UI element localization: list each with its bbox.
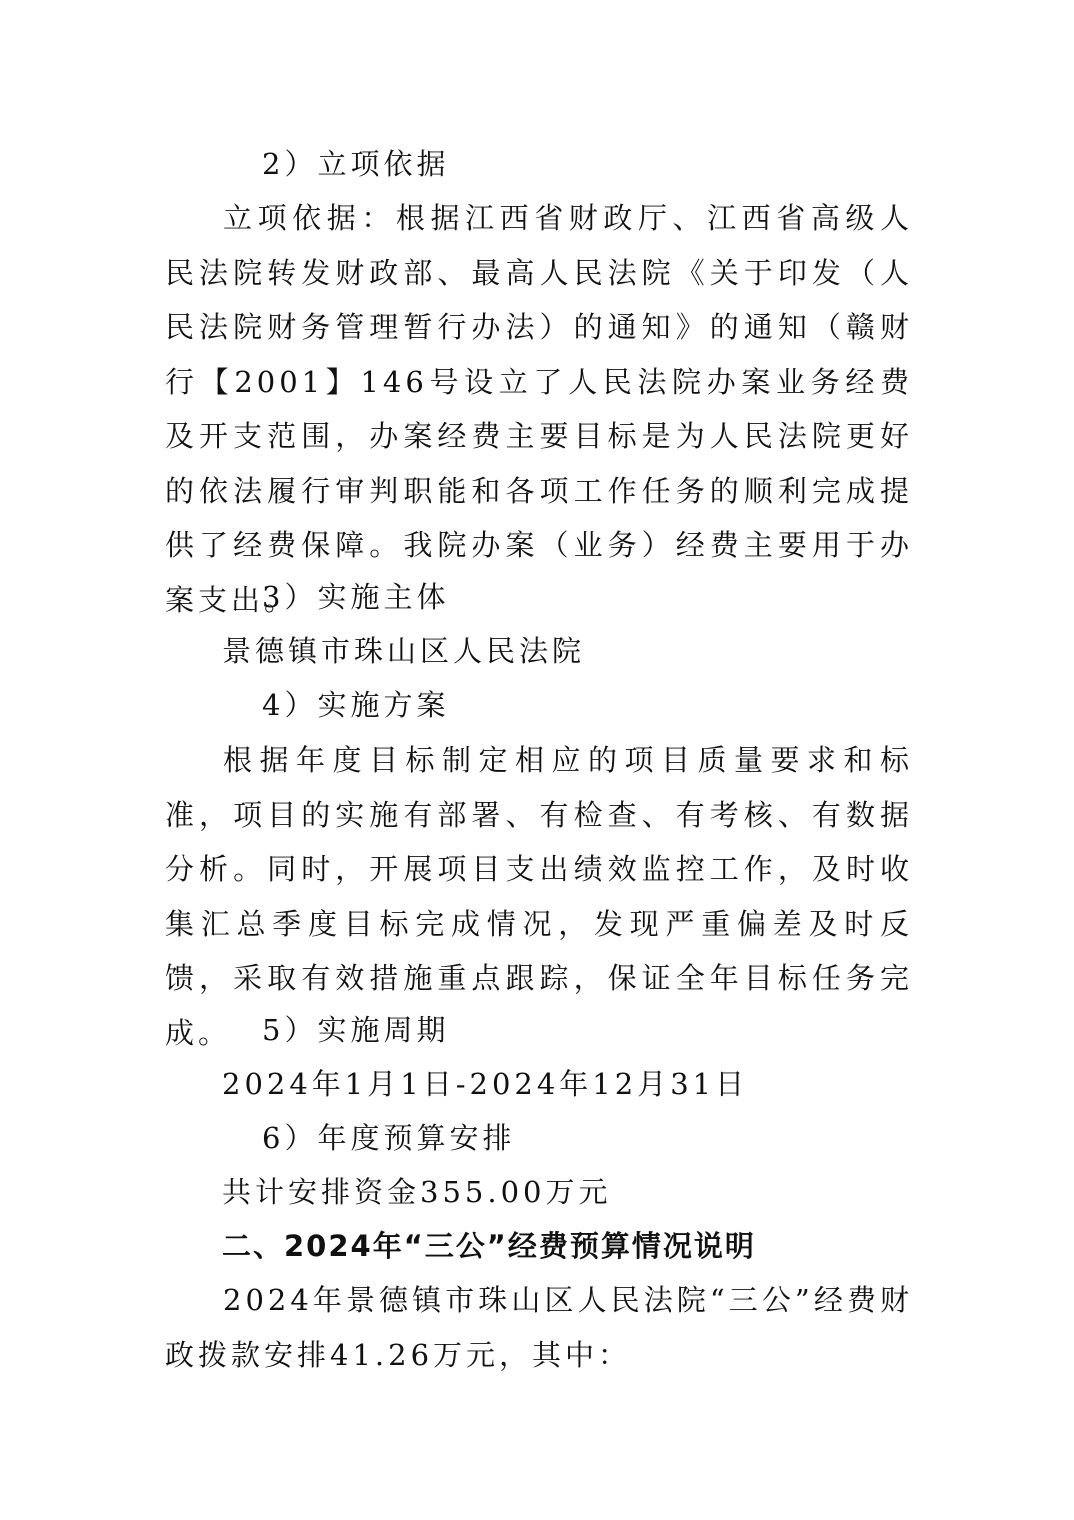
subheading-project-basis: 2）立项依据 (262, 147, 450, 181)
subheading-implementing-body: 3）实施主体 (262, 580, 450, 614)
paragraph-project-basis: 立项依据：根据江西省财政厅、江西省高级人民法院转发财政部、最高人民法院《关于印发（人民法院财务管理暂行办法）的通知》的通知（赣财行【2001】146号设立了人民法院办案业务经费及开支范围，办案经费主要目标是为人民法院更好的依法履行审判职能和各项工作任务的顺利完成提供了经费保障。我院办案（业务）经费主要用于办案支出。 (165, 201, 913, 617)
paragraph-implementing-body: 景德镇市珠山区人民法院 (222, 634, 586, 668)
paragraph-annual-budget: 共计安排资金355.00万元 (222, 1175, 612, 1209)
subheading-implementation-plan: 4）实施方案 (262, 688, 450, 722)
section-title-three-public: 二、2024年“三公”经费预算情况说明 (222, 1229, 756, 1263)
paragraph-three-public: 2024年景德镇市珠山区人民法院“三公”经费财政拨款安排41.26万元，其中： (165, 1283, 913, 1372)
subheading-annual-budget: 6）年度预算安排 (262, 1121, 516, 1155)
paragraph-implementation-period: 2024年1月1日-2024年12月31日 (222, 1067, 749, 1101)
paragraph-implementation-plan: 根据年度目标制定相应的项目质量要求和标准，项目的实施有部署、有检查、有考核、有数据分析。同时，开展项目支出绩效监控工作，及时收集汇总季度目标完成情况，发现严重偏差及时反馈，采取有效措施重点跟踪，保证全年目标任务完成。 (165, 743, 913, 1050)
subheading-implementation-period: 5）实施周期 (262, 1013, 450, 1047)
